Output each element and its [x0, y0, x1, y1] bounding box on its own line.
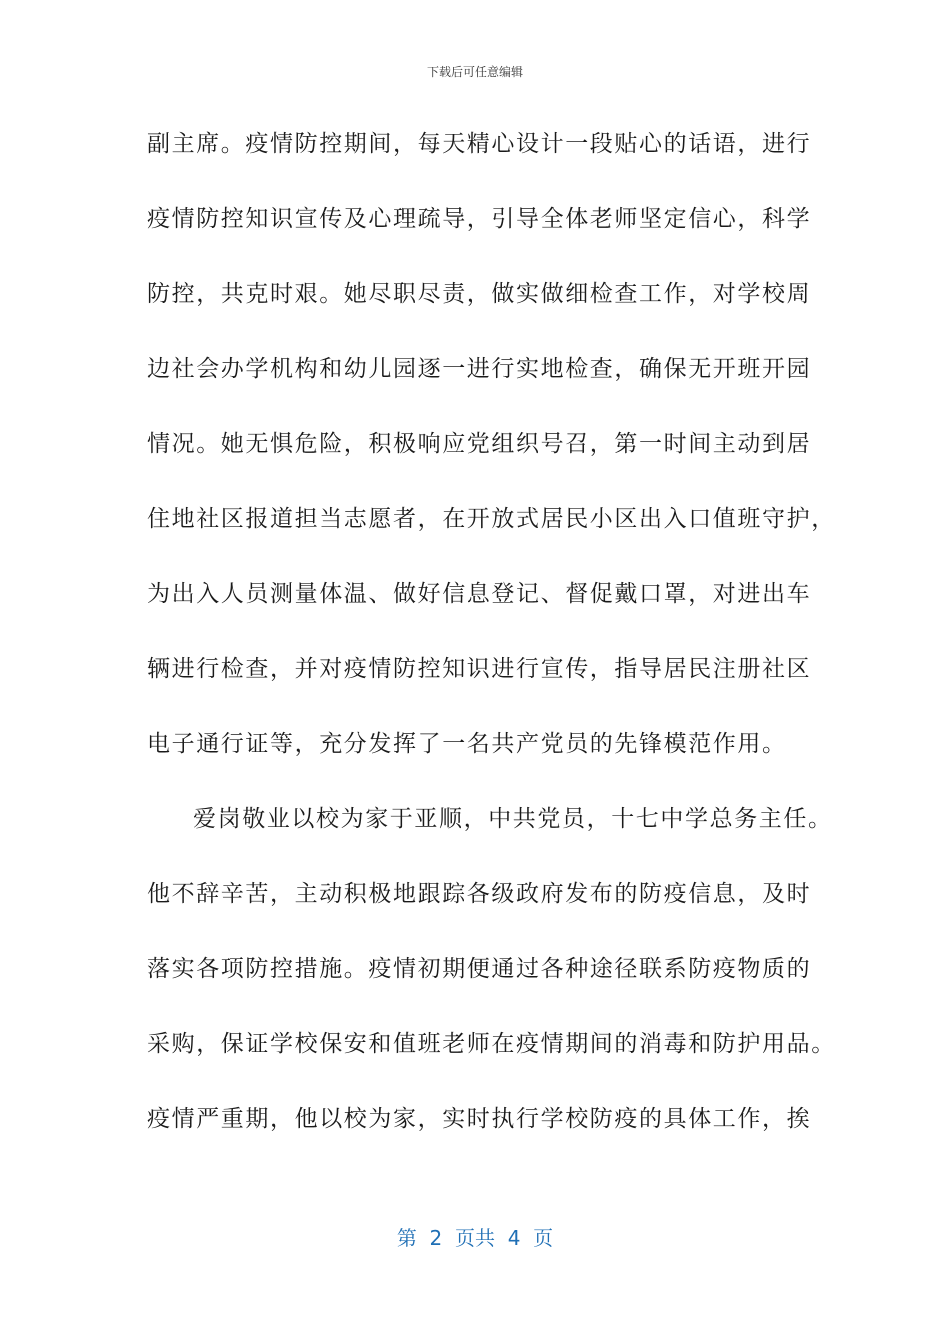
paragraph-start-line: 爱岗敬业以校为家于亚顺，中共党员，十七中学总务主任。	[193, 806, 833, 832]
body-line: 副主席。疫情防控期间，每天精心设计一段贴心的话语，进行	[147, 131, 812, 157]
document-body	[147, 120, 836, 1170]
body-line: 边社会办学机构和幼儿园逐一进行实地检查，确保无开班开园	[147, 356, 812, 382]
page-header: 下载后可任意编辑	[426, 65, 523, 79]
page-number-footer: 第 2 页共 4 页	[396, 1226, 554, 1250]
body-line: 辆进行检查，并对疫情防控知识进行宣传，指导居民注册社区	[147, 656, 812, 682]
body-line: 为出入人员测量体温、做好信息登记、督促戴口罩，对进出车	[147, 581, 812, 607]
body-line: 他不辞辛苦，主动积极地跟踪各级政府发布的防疫信息，及时	[147, 881, 812, 907]
body-line: 采购，保证学校保安和值班老师在疫情期间的消毒和防护用品。	[147, 1031, 836, 1057]
body-line: 疫情严重期，他以校为家，实时执行学校防疫的具体工作，挨	[147, 1106, 812, 1132]
body-line: 情况。她无惧危险，积极响应党组织号召，第一时间主动到居	[147, 431, 812, 457]
body-line: 电子通行证等，充分发挥了一名共产党员的先锋模范作用。	[147, 731, 787, 757]
body-line: 住地社区报道担当志愿者，在开放式居民小区出入口值班守护，	[147, 506, 836, 532]
body-line: 疫情防控知识宣传及心理疏导，引导全体老师坚定信心，科学	[147, 206, 812, 232]
body-line: 落实各项防控措施。疫情初期便通过各种途径联系防疫物质的	[147, 956, 812, 982]
body-line: 防控，共克时艰。她尽职尽责，做实做细检查工作，对学校周	[147, 281, 812, 307]
